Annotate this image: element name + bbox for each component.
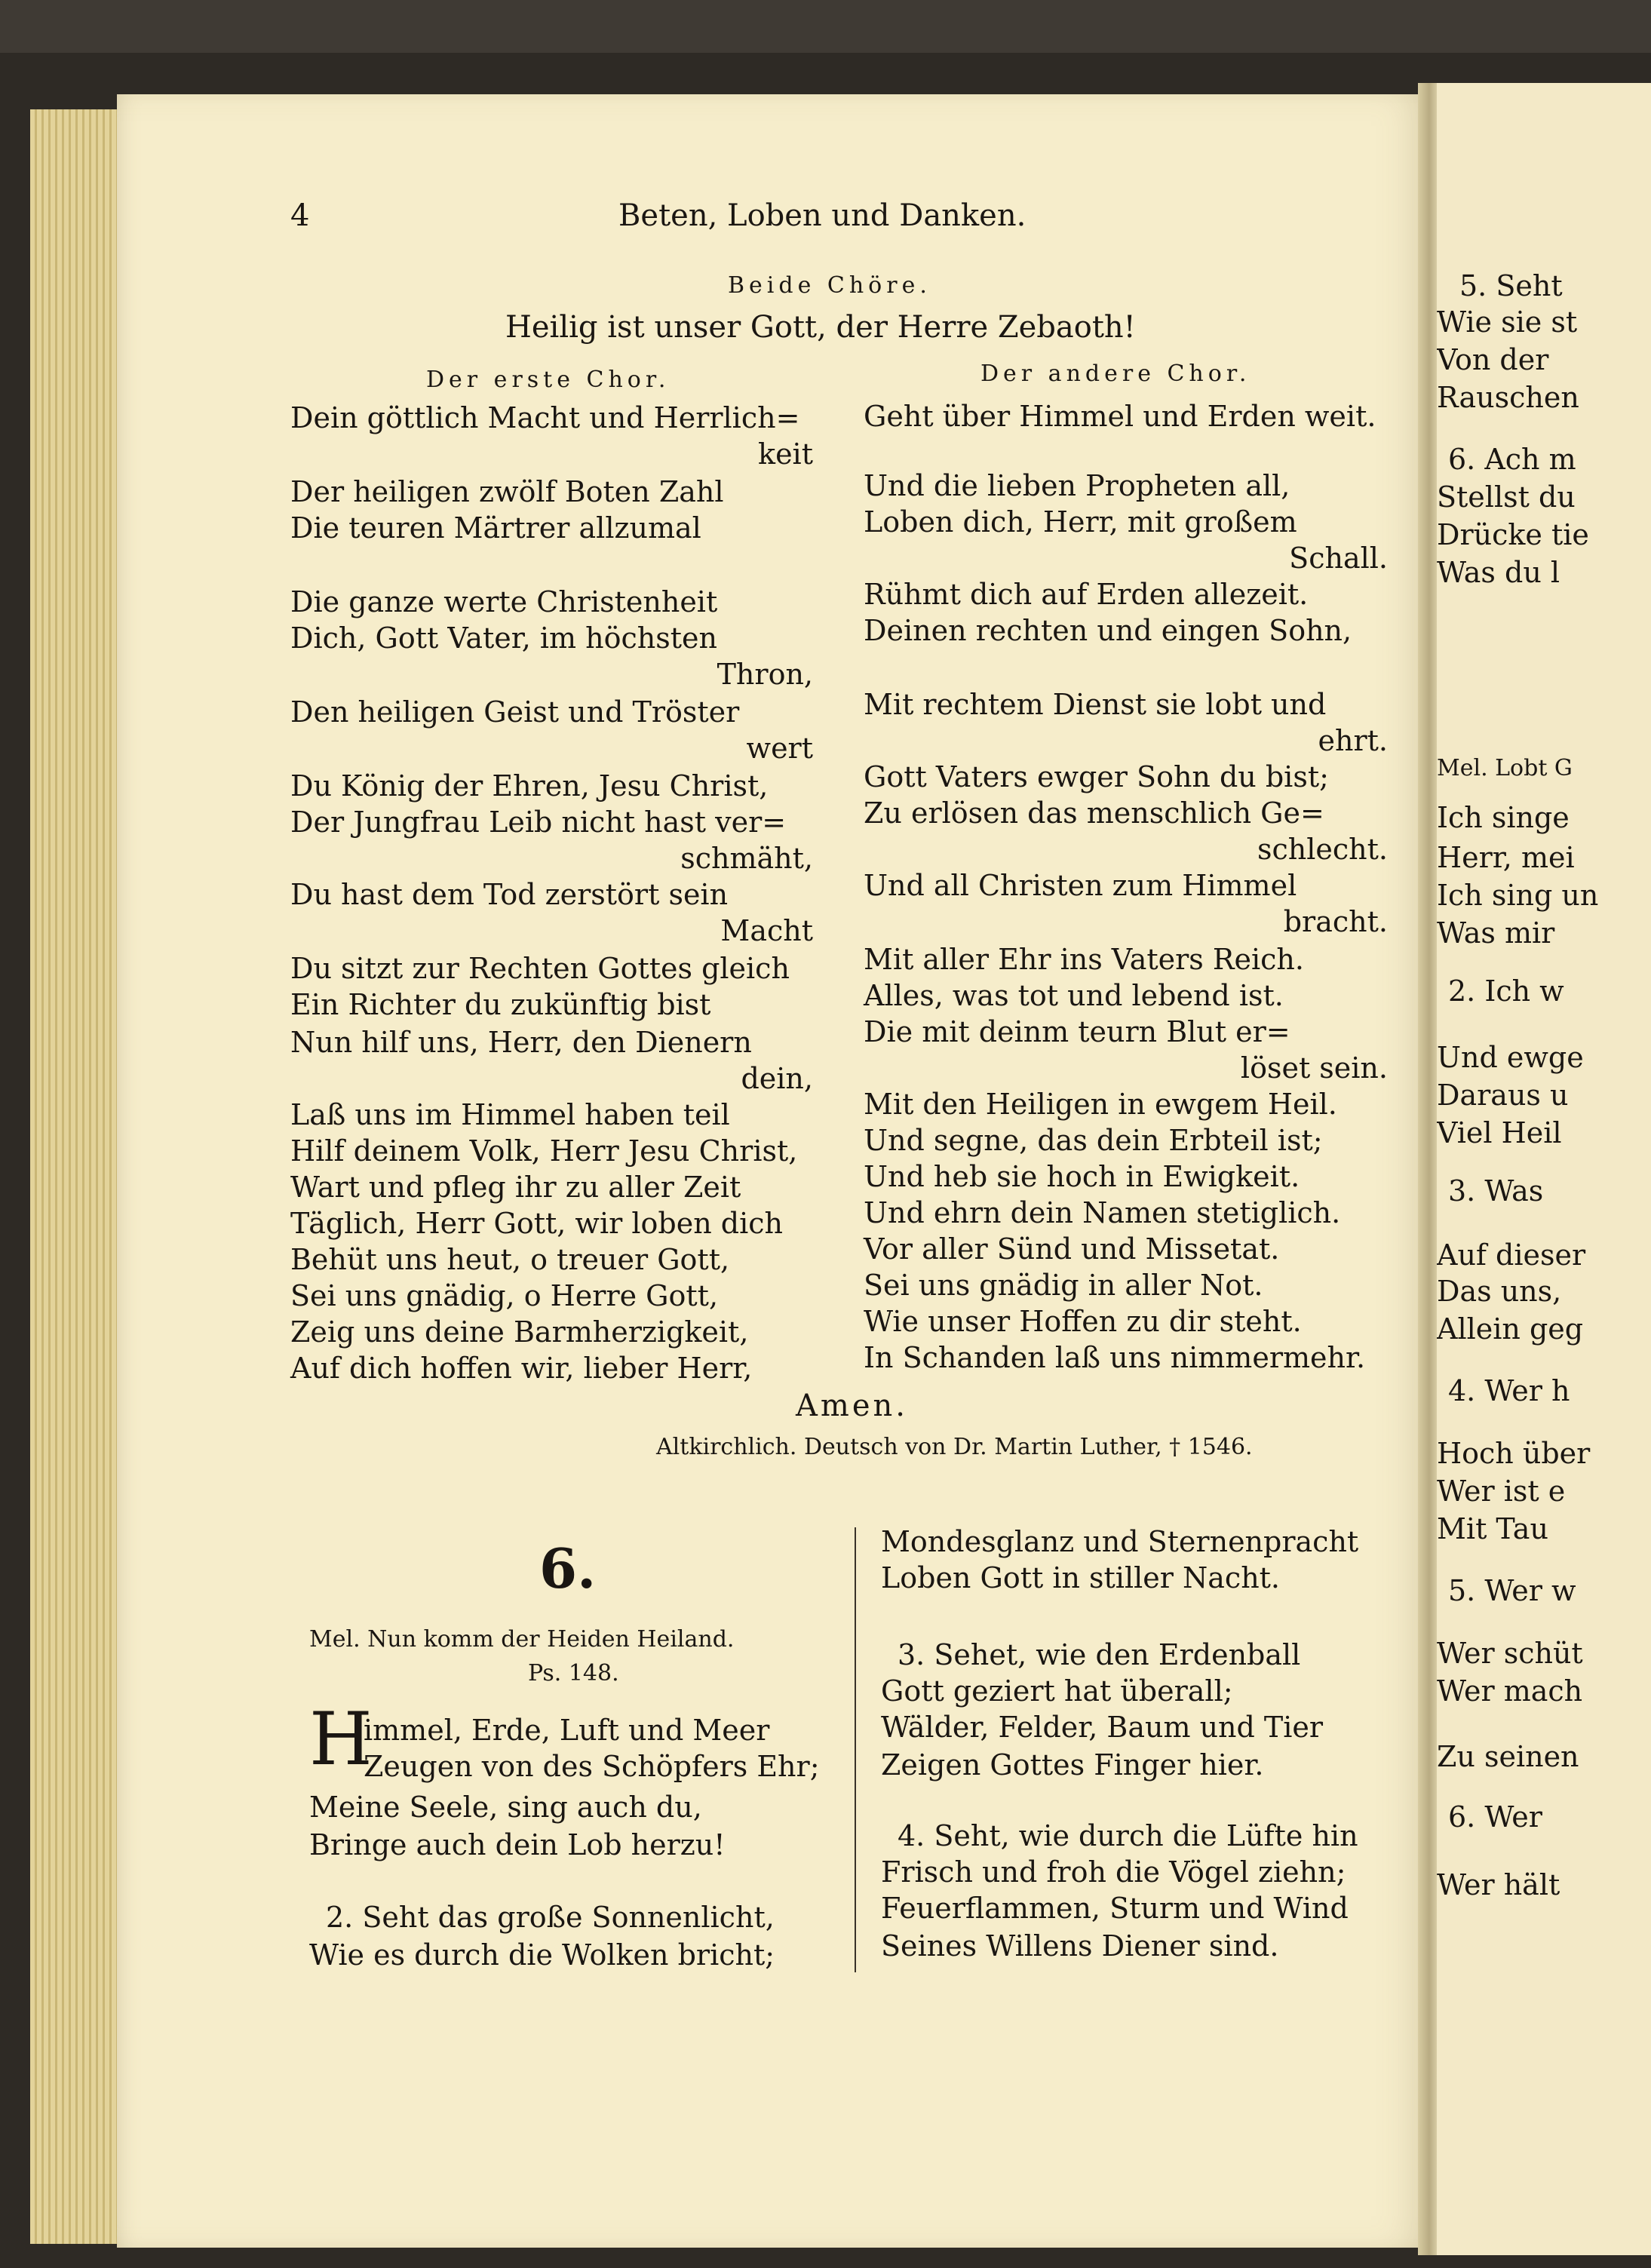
verse-line: Der heiligen zwölf Boten Zahl	[290, 475, 724, 508]
verse-line: Der Jungfrau Leib nicht hast ver=	[290, 806, 787, 839]
verse-line: Feuerflammen, Sturm und Wind	[881, 1892, 1349, 1925]
page-edges	[30, 109, 121, 2244]
verse-line: Du König der Ehren, Jesu Christ,	[290, 769, 769, 803]
right-page-line: Stellst du	[1437, 480, 1576, 514]
right-page-line: 6. Wer	[1448, 1800, 1542, 1834]
right-page-line: Und ewge	[1437, 1041, 1584, 1074]
verse-line: Gott Vaters ewger Sohn du bist;	[864, 760, 1329, 793]
verse-line: Und all Christen zum Himmel	[864, 869, 1297, 902]
page-number: 4	[290, 198, 310, 233]
right-page	[1437, 83, 1651, 2255]
hymn-melody: Mel. Nun komm der Heiden Heiland.	[309, 1626, 735, 1653]
attribution: Altkirchlich. Deutsch von Dr. Martin Luther, † 1546.	[656, 1434, 1253, 1460]
verse-line: Sei uns gnädig, o Herre Gott,	[290, 1279, 719, 1312]
verse-line: Loben dich, Herr, mit großem	[864, 505, 1297, 539]
verse-line: dein,	[741, 1062, 813, 1095]
verse-line: schmäht,	[680, 842, 813, 875]
verse-line: Dich, Gott Vater, im höchsten	[290, 621, 718, 655]
verse-line: Ein Richter du zukünftig bist	[290, 988, 711, 1021]
verse-line: Loben Gott in stiller Nacht.	[881, 1561, 1281, 1594]
verse-line: Dein göttlich Macht und Herrlich=	[290, 401, 800, 434]
verse-line: Und heb sie hoch in Ewigkeit.	[864, 1160, 1300, 1193]
right-page-line: Auf dieser	[1437, 1238, 1586, 1272]
verse-line: Täglich, Herr Gott, wir loben dich	[290, 1207, 783, 1240]
right-page-line: 3. Was	[1448, 1174, 1544, 1208]
right-page-line: Herr, mei	[1437, 841, 1575, 874]
verse-line: Wie unser Hoffen zu dir steht.	[864, 1305, 1302, 1338]
amen-line: Amen.	[796, 1389, 908, 1423]
verse-line: Und segne, das dein Erbteil ist;	[864, 1124, 1323, 1157]
verse-line: Laß uns im Himmel haben teil	[290, 1098, 730, 1131]
right-page-line: Von der	[1437, 343, 1549, 376]
verse-line: Und die lieben Propheten all,	[864, 469, 1290, 502]
right-page-line: Mit Tau	[1437, 1512, 1548, 1545]
verse-line: Du sitzt zur Rechten Gottes gleich	[290, 952, 790, 985]
right-page-line: Allein geg	[1437, 1312, 1584, 1346]
verse-line: Zeigen Gottes Finger hier.	[881, 1748, 1264, 1782]
verse-line: schlecht.	[1257, 833, 1388, 866]
right-page-line: 5. Seht	[1459, 269, 1563, 302]
verse-line: Auf dich hoffen wir, lieber Herr,	[290, 1352, 753, 1385]
right-page-line: 6. Ach m	[1448, 443, 1576, 476]
verse-line: Wälder, Felder, Baum und Tier	[881, 1711, 1324, 1744]
both-choirs-label: Beide Chöre.	[728, 272, 931, 299]
verse-line: Die ganze werte Christenheit	[290, 585, 718, 618]
verse-line: Frisch und froh die Vögel ziehn;	[881, 1855, 1346, 1889]
hymn-psalm: Ps. 148.	[528, 1660, 619, 1686]
right-page-line: Daraus u	[1437, 1079, 1569, 1112]
verse-line: Und ehrn dein Namen stetiglich.	[864, 1196, 1341, 1229]
verse-line: 2. Seht das große Sonnenlicht,	[326, 1901, 775, 1934]
verse-line: Seines Willens Diener sind.	[881, 1929, 1279, 1963]
right-page-line: Ich sing un	[1437, 879, 1599, 912]
verse-line: immel, Erde, Luft und Meer	[364, 1714, 770, 1747]
verse-line: Vor aller Sünd und Missetat.	[864, 1232, 1280, 1266]
verse-line: Macht	[720, 914, 813, 947]
verse-line: Bringe auch dein Lob herzu!	[309, 1828, 726, 1861]
drop-cap: H	[309, 1697, 373, 1782]
verse-line: Thron,	[717, 658, 813, 691]
verse-line: Alles, was tot und lebend ist.	[864, 979, 1284, 1012]
verse-line: Geht über Himmel und Erden weit.	[864, 400, 1376, 433]
right-page-line: 5. Wer w	[1448, 1574, 1576, 1607]
right-page-line: 2. Ich w	[1448, 974, 1564, 1008]
verse-line: ehrt.	[1318, 724, 1388, 757]
verse-line: Du hast dem Tod zerstört sein	[290, 878, 729, 911]
right-page-line: Das uns,	[1437, 1275, 1562, 1308]
right-page-line: 4. Wer h	[1448, 1374, 1570, 1407]
verse-line: Mit rechtem Dienst sie lobt und	[864, 688, 1327, 721]
verse-line: bracht.	[1283, 905, 1388, 938]
verse-line: In Schanden laß uns nimmermehr.	[864, 1341, 1366, 1374]
verse-line: Mondesglanz und Sternenpracht	[881, 1525, 1359, 1558]
verse-line: Deinen rechten und eingen Sohn,	[864, 614, 1352, 647]
right-page-line: Ich singe	[1437, 801, 1570, 834]
right-page-line: Hoch über	[1437, 1437, 1591, 1470]
verse-line: Zeig uns deine Barmherzigkeit,	[290, 1315, 749, 1349]
verse-line: Den heiligen Geist und Tröster	[290, 695, 740, 729]
other-choir-label: Der andere Chor.	[980, 361, 1251, 387]
verse-line: Wie es durch die Wolken bricht;	[309, 1938, 775, 1972]
verse-line: wert	[746, 732, 813, 765]
both-choirs-line: Heilig ist unser Gott, der Herre Zebaoth!	[505, 310, 1136, 345]
verse-line: löset sein.	[1240, 1051, 1388, 1085]
right-page-line: Wie sie st	[1437, 305, 1578, 339]
running-head: Beten, Loben und Danken.	[618, 198, 1027, 233]
verse-line: Hilf deinem Volk, Herr Jesu Christ,	[290, 1134, 798, 1168]
right-page-line: Wer mach	[1437, 1674, 1583, 1708]
verse-line: 4. Seht, wie durch die Lüfte hin	[898, 1819, 1358, 1852]
verse-line: Mit aller Ehr ins Vaters Reich.	[864, 943, 1304, 976]
verse-line: Meine Seele, sing auch du,	[309, 1791, 702, 1824]
verse-line: Wart und pfleg ihr zu aller Zeit	[290, 1171, 741, 1204]
right-page-line: Rauschen	[1437, 381, 1579, 414]
right-page-line: Zu seinen	[1437, 1740, 1579, 1773]
right-page-line: Viel Heil	[1437, 1116, 1562, 1149]
right-page-line: Mel. Lobt G	[1437, 755, 1573, 781]
verse-line: Rühmt dich auf Erden allezeit.	[864, 578, 1309, 611]
right-page-line: Was mir	[1437, 916, 1555, 950]
verse-line: 3. Sehet, wie den Erdenball	[898, 1638, 1301, 1671]
right-page-line: Was du l	[1437, 556, 1560, 589]
verse-line: keit	[758, 437, 813, 471]
verse-line: Gott geziert hat überall;	[881, 1674, 1233, 1708]
verse-line: Die mit deinm teurn Blut er=	[864, 1015, 1290, 1048]
verse-line: Behüt uns heut, o treuer Gott,	[290, 1243, 730, 1276]
column-divider	[855, 1527, 856, 1972]
right-page-line: Wer schüt	[1437, 1637, 1583, 1670]
verse-line: Die teuren Märtrer allzumal	[290, 511, 701, 545]
hymn-number: 6.	[539, 1536, 597, 1600]
verse-line: Nun hilf uns, Herr, den Dienern	[290, 1026, 752, 1059]
right-page-line: Wer ist e	[1437, 1475, 1566, 1508]
first-choir-label: Der erste Chor.	[426, 367, 671, 393]
verse-line: Sei uns gnädig in aller Not.	[864, 1269, 1263, 1302]
verse-line: Mit den Heiligen in ewgem Heil.	[864, 1088, 1337, 1121]
verse-line: Zeugen von des Schöpfers Ehr;	[364, 1750, 820, 1783]
right-page-line: Drücke tie	[1437, 518, 1589, 551]
verse-line: Zu erlösen das menschlich Ge=	[864, 796, 1324, 830]
verse-line: Schall.	[1289, 542, 1388, 575]
right-page-line: Wer hält	[1437, 1868, 1560, 1901]
